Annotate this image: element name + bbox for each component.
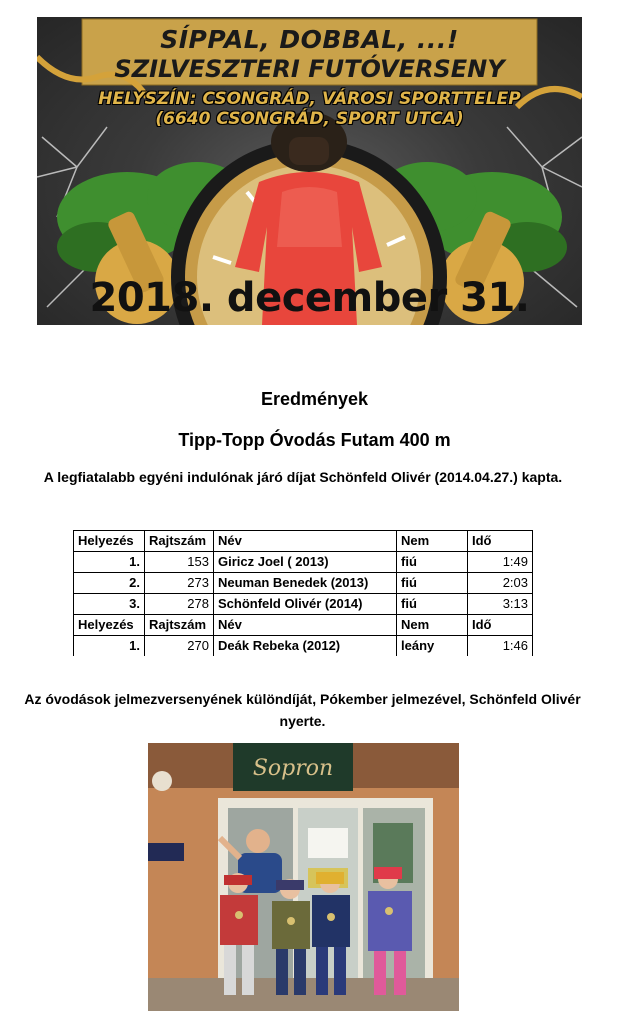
banner-date: 2018. december 31. <box>89 275 530 321</box>
gender-cell: fiú <box>397 594 468 615</box>
race-title: Tipp-Topp Óvodás Futam 400 m <box>178 430 451 450</box>
col-header-name: Név <box>214 531 397 552</box>
name-cell: Giricz Joel ( 2013) <box>214 552 397 573</box>
winners-photo <box>148 743 459 1011</box>
results-heading: Eredmények <box>260 389 369 409</box>
table-row <box>74 552 533 573</box>
place-cell: 1. <box>74 552 145 573</box>
name-cell: Deák Rebeka (2012) <box>214 636 397 657</box>
results-table <box>73 530 533 656</box>
banner-location-line1: HELYSZÍN: CSONGRÁD, VÁROSI SPORTTELEP <box>98 89 521 109</box>
gender-cell: leány <box>397 636 468 657</box>
table-row <box>74 594 533 615</box>
bib-cell: 153 <box>145 552 214 573</box>
table-header-row <box>74 615 533 636</box>
event-banner <box>37 17 582 325</box>
bib-cell: 273 <box>145 573 214 594</box>
time-cell: 3:13 <box>468 594 533 615</box>
place-cell: 3. <box>74 594 145 615</box>
table-row <box>74 636 533 657</box>
svg-text:Sopron: Sopron <box>252 756 334 781</box>
bib-cell: 278 <box>145 594 214 615</box>
col-header-gender: Nem <box>397 615 468 636</box>
col-header-name: Név <box>214 615 397 636</box>
bib-cell: 270 <box>145 636 214 657</box>
costume-contest-note: Az óvodások jelmezversenyének különdíját, Pókember jelmezével, Schönfeld Olivér nyerte. <box>24 691 581 729</box>
youngest-participant-note: A legfiatalabb egyéni indulónak járó díjat Schönfeld Olivér (2014.04.27.) kapta. <box>43 469 563 485</box>
gender-cell: fiú <box>397 552 468 573</box>
col-header-bib: Rajtszám <box>145 531 214 552</box>
col-header-time: Idő <box>468 531 533 552</box>
time-cell: 1:46 <box>468 636 533 657</box>
banner-location-line2: (6640 CSONGRÁD, SPORT UTCA) <box>155 109 464 129</box>
place-cell: 1. <box>74 636 145 657</box>
time-cell: 2:03 <box>468 573 533 594</box>
winners-photo-illustration <box>148 743 459 1011</box>
place-cell: 2. <box>74 573 145 594</box>
col-header-bib: Rajtszám <box>145 615 214 636</box>
col-header-place: Helyezés <box>74 531 145 552</box>
gender-cell: fiú <box>397 573 468 594</box>
col-header-time: Idő <box>468 615 533 636</box>
table-header-row <box>74 531 533 552</box>
time-cell: 1:49 <box>468 552 533 573</box>
col-header-gender: Nem <box>397 531 468 552</box>
table-row <box>74 573 533 594</box>
name-cell: Neuman Benedek (2013) <box>214 573 397 594</box>
name-cell: Schönfeld Olivér (2014) <box>214 594 397 615</box>
banner-title-line1: SÍPPAL, DOBBAL, ...! <box>160 25 459 54</box>
banner-title-line2: SZILVESZTERI FUTÓVERSENY <box>114 55 505 83</box>
col-header-place: Helyezés <box>74 615 145 636</box>
